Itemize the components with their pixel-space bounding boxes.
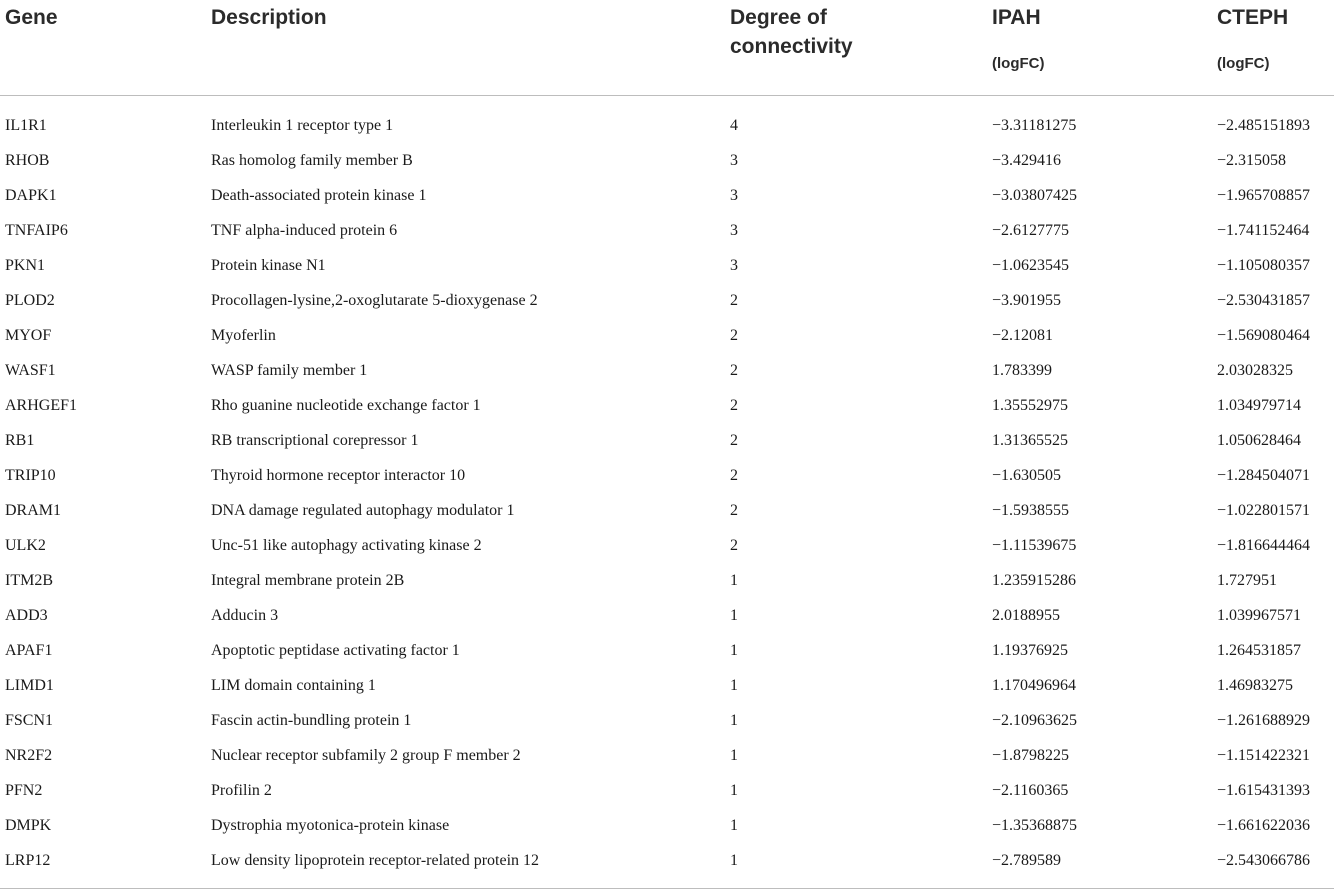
- table-row: [0, 598, 1334, 633]
- cell-cteph: −1.741152464: [1217, 222, 1310, 239]
- cell-degree: 4: [730, 117, 738, 134]
- cell-gene: IL1R1: [5, 117, 47, 134]
- cell-ipah: −3.03807425: [992, 187, 1078, 204]
- cell-description: Interleukin 1 receptor type 1: [211, 117, 394, 134]
- cell-description: Apoptotic peptidase activating factor 1: [211, 642, 460, 659]
- table-row: [0, 178, 1334, 213]
- cell-cteph: −1.661622036: [1217, 817, 1311, 834]
- cell-cteph: −1.022801571: [1217, 502, 1311, 519]
- table-row: [0, 388, 1334, 423]
- table-row: [0, 563, 1334, 598]
- cell-cteph: 1.46983275: [1217, 677, 1293, 694]
- table-row: [0, 668, 1334, 703]
- cell-gene: ULK2: [5, 537, 46, 554]
- cell-gene: DAPK1: [5, 187, 57, 204]
- table-row: [0, 423, 1334, 458]
- cell-degree: 1: [730, 677, 738, 694]
- table-row: [0, 528, 1334, 563]
- header-description: Description: [211, 6, 327, 29]
- cell-ipah: −1.11539675: [992, 537, 1077, 554]
- cell-degree: 2: [730, 537, 738, 554]
- cell-degree: 1: [730, 607, 738, 624]
- cell-cteph: −2.543066786: [1217, 852, 1311, 869]
- cell-degree: 2: [730, 292, 738, 309]
- cell-description: Integral membrane protein 2B: [211, 572, 405, 589]
- table-row: [0, 458, 1334, 493]
- header-degree: [730, 3, 853, 61]
- cell-degree: 1: [730, 747, 738, 764]
- cell-ipah: −1.5938555: [992, 502, 1070, 519]
- table-header: [0, 0, 1334, 95]
- cell-description: Profilin 2: [211, 782, 272, 799]
- header-degree-line2: connectivity: [730, 35, 853, 58]
- cell-description: WASP family member 1: [211, 362, 368, 379]
- cell-description: Unc-51 like autophagy activating kinase 2: [211, 537, 482, 554]
- cell-cteph: 1.264531857: [1217, 642, 1301, 659]
- cell-description: Procollagen-lysine,2-oxoglutarate 5-dioxygenase 2: [211, 292, 538, 309]
- cell-gene: LIMD1: [5, 677, 54, 694]
- cell-degree: 1: [730, 817, 738, 834]
- table-row: [0, 843, 1334, 878]
- cell-degree: 1: [730, 712, 738, 729]
- cell-ipah: 1.19376925: [992, 642, 1068, 659]
- cell-gene: ARHGEF1: [5, 397, 78, 414]
- cell-ipah: 1.31365525: [992, 432, 1068, 449]
- cell-cteph: 1.727951: [1217, 572, 1277, 589]
- cell-gene: ADD3: [5, 607, 48, 624]
- table-row: [0, 703, 1334, 738]
- cell-cteph: 2.03028325: [1217, 362, 1293, 379]
- cell-gene: DMPK: [5, 817, 52, 834]
- cell-description: TNF alpha-induced protein 6: [211, 222, 398, 239]
- cell-degree: 3: [730, 152, 738, 169]
- cell-gene: DRAM1: [5, 502, 62, 519]
- table-bottom-rule: [0, 888, 1334, 889]
- cell-degree: 1: [730, 852, 738, 869]
- cell-ipah: −1.35368875: [992, 817, 1078, 834]
- cell-cteph: −1.284504071: [1217, 467, 1311, 484]
- cell-description: Nuclear receptor subfamily 2 group F member 2: [211, 747, 521, 764]
- cell-cteph: −1.569080464: [1217, 327, 1311, 344]
- cell-description: RB transcriptional corepressor 1: [211, 432, 419, 449]
- cell-cteph: −1.816644464: [1217, 537, 1311, 554]
- cell-description: DNA damage regulated autophagy modulator 1: [211, 502, 515, 519]
- cell-cteph: 1.034979714: [1217, 397, 1301, 414]
- cell-gene: PFN2: [5, 782, 43, 799]
- cell-degree: 2: [730, 467, 738, 484]
- header-degree-line1: Degree of: [730, 6, 827, 29]
- cell-description: Low density lipoprotein receptor-related protein 12: [211, 852, 540, 869]
- table-row: [0, 493, 1334, 528]
- cell-degree: 1: [730, 642, 738, 659]
- cell-ipah: −3.31181275: [992, 117, 1077, 134]
- cell-cteph: −1.151422321: [1217, 747, 1311, 764]
- cell-description: Fascin actin-bundling protein 1: [211, 712, 412, 729]
- cell-ipah: −2.10963625: [992, 712, 1078, 729]
- table-row: [0, 283, 1334, 318]
- cell-gene: LRP12: [5, 852, 51, 869]
- cell-cteph: −1.615431393: [1217, 782, 1311, 799]
- cell-description: LIM domain containing 1: [211, 677, 376, 694]
- cell-description: Ras homolog family member B: [211, 152, 413, 169]
- cell-ipah: −1.0623545: [992, 257, 1070, 274]
- cell-cteph: −2.485151893: [1217, 117, 1311, 134]
- cell-ipah: −3.901955: [992, 292, 1062, 309]
- table-row: [0, 773, 1334, 808]
- cell-degree: 1: [730, 572, 738, 589]
- cell-degree: 2: [730, 397, 738, 414]
- cell-ipah: 2.0188955: [992, 607, 1060, 624]
- cell-ipah: −1.8798225: [992, 747, 1070, 764]
- table-row: [0, 353, 1334, 388]
- cell-gene: PKN1: [5, 257, 46, 274]
- table-row: [0, 248, 1334, 283]
- cell-description: Protein kinase N1: [211, 257, 326, 274]
- cell-description: Rho guanine nucleotide exchange factor 1: [211, 397, 481, 414]
- cell-gene: MYOF: [5, 327, 52, 344]
- table-body: [0, 108, 1334, 878]
- cell-cteph: −1.965708857: [1217, 187, 1311, 204]
- header-cteph-sub: (logFC): [1217, 55, 1270, 72]
- table-row: [0, 808, 1334, 843]
- cell-ipah: −2.6127775: [992, 222, 1070, 239]
- cell-description: Adducin 3: [211, 607, 279, 624]
- cell-gene: WASF1: [5, 362, 56, 379]
- cell-ipah: −3.429416: [992, 152, 1062, 169]
- table-row: [0, 738, 1334, 773]
- cell-gene: APAF1: [5, 642, 53, 659]
- cell-description: Myoferlin: [211, 327, 276, 344]
- cell-ipah: −2.12081: [992, 327, 1054, 344]
- cell-degree: 2: [730, 432, 738, 449]
- cell-ipah: 1.35552975: [992, 397, 1068, 414]
- cell-ipah: 1.783399: [992, 362, 1052, 379]
- table-row: [0, 108, 1334, 143]
- cell-ipah: −2.789589: [992, 852, 1062, 869]
- cell-gene: TRIP10: [5, 467, 56, 484]
- header-divider: [0, 95, 1334, 96]
- header-cteph: CTEPH: [1217, 6, 1289, 29]
- cell-degree: 2: [730, 327, 738, 344]
- cell-ipah: 1.170496964: [992, 677, 1076, 694]
- cell-cteph: 1.050628464: [1217, 432, 1301, 449]
- cell-gene: PLOD2: [5, 292, 55, 309]
- cell-gene: TNFAIP6: [5, 222, 68, 239]
- header-gene: Gene: [5, 6, 58, 29]
- cell-degree: 3: [730, 222, 738, 239]
- cell-ipah: 1.235915286: [992, 572, 1076, 589]
- cell-gene: RB1: [5, 432, 35, 449]
- cell-cteph: −2.530431857: [1217, 292, 1311, 309]
- cell-description: Thyroid hormone receptor interactor 10: [211, 467, 466, 484]
- cell-ipah: −1.630505: [992, 467, 1062, 484]
- table-row: [0, 633, 1334, 668]
- cell-cteph: −2.315058: [1217, 152, 1287, 169]
- cell-degree: 2: [730, 362, 738, 379]
- header-ipah: IPAH: [992, 6, 1041, 29]
- cell-gene: NR2F2: [5, 747, 53, 764]
- cell-cteph: 1.039967571: [1217, 607, 1301, 624]
- cell-degree: 1: [730, 782, 738, 799]
- cell-gene: RHOB: [5, 152, 50, 169]
- cell-cteph: −1.105080357: [1217, 257, 1311, 274]
- table-row: [0, 143, 1334, 178]
- cell-description: Dystrophia myotonica-protein kinase: [211, 817, 450, 834]
- cell-degree: 2: [730, 502, 738, 519]
- cell-gene: FSCN1: [5, 712, 54, 729]
- header-ipah-sub: (logFC): [992, 55, 1045, 72]
- table-row: [0, 213, 1334, 248]
- cell-gene: ITM2B: [5, 572, 53, 589]
- cell-degree: 3: [730, 187, 738, 204]
- cell-description: Death-associated protein kinase 1: [211, 187, 427, 204]
- cell-cteph: −1.261688929: [1217, 712, 1311, 729]
- cell-degree: 3: [730, 257, 738, 274]
- table-row: [0, 318, 1334, 353]
- cell-ipah: −2.1160365: [992, 782, 1069, 799]
